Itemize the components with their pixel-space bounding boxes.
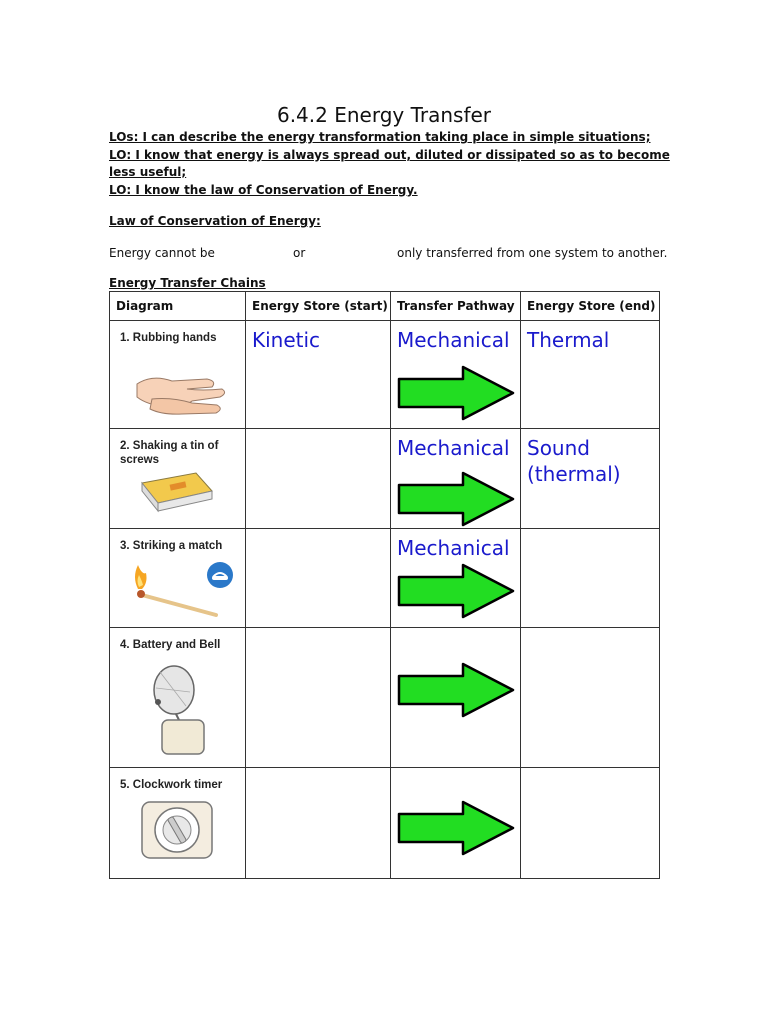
pathway-cell bbox=[391, 768, 521, 879]
green-arrow-icon bbox=[397, 471, 517, 527]
diagram-cell bbox=[110, 429, 246, 529]
law-text-part3: only transferred from one system to another. bbox=[397, 246, 668, 260]
energy-start-cell bbox=[246, 429, 391, 529]
bell-icon bbox=[146, 660, 216, 760]
hands-icon bbox=[132, 359, 232, 419]
law-text-part2: or bbox=[293, 246, 306, 260]
learning-objective-1: LOs: I can describe the energy transformation taking place in simple situations; bbox=[109, 130, 651, 144]
row-label: 5. Clockwork timer bbox=[120, 779, 223, 791]
energy-start-cell bbox=[246, 321, 391, 429]
header-energy-store-end: Energy Store (end) bbox=[521, 292, 660, 321]
energy-end-cell bbox=[521, 429, 660, 529]
table-row bbox=[110, 429, 660, 529]
pathway-text: Mechanical bbox=[397, 328, 510, 352]
energy-end-cell bbox=[521, 529, 660, 628]
page-title: 6.4.2 Energy Transfer bbox=[276, 103, 492, 127]
energy-end-cell bbox=[521, 768, 660, 879]
pathway-cell bbox=[391, 628, 521, 768]
green-arrow-icon bbox=[397, 365, 517, 421]
law-text-part1: Energy cannot be bbox=[109, 246, 215, 260]
energy-end-cell bbox=[521, 628, 660, 768]
table-header-row bbox=[110, 292, 660, 321]
learning-objective-2-continued: less useful; bbox=[109, 165, 187, 179]
table-row bbox=[110, 321, 660, 429]
energy-end-text: Sound (thermal) bbox=[527, 436, 621, 486]
tin-icon bbox=[136, 469, 216, 515]
learning-objective-3: LO: I know the law of Conservation of Energy. bbox=[109, 183, 418, 197]
pathway-cell bbox=[391, 429, 521, 529]
energy-end-cell bbox=[521, 321, 660, 429]
pathway-text: Mechanical bbox=[397, 536, 510, 560]
green-arrow-icon bbox=[397, 563, 517, 619]
pathway-cell bbox=[391, 321, 521, 429]
match-icon bbox=[124, 559, 236, 619]
green-arrow-icon bbox=[397, 662, 517, 718]
energy-start-cell bbox=[246, 628, 391, 768]
learning-objective-2: LO: I know that energy is always spread out, diluted or dissipated so as to become bbox=[109, 148, 670, 162]
diagram-cell bbox=[110, 321, 246, 429]
header-diagram: Diagram bbox=[110, 292, 246, 321]
energy-end-text: Thermal bbox=[527, 328, 610, 352]
diagram-cell bbox=[110, 529, 246, 628]
row-label: 1. Rubbing hands bbox=[120, 332, 217, 344]
row-label: 4. Battery and Bell bbox=[120, 639, 221, 651]
row-label: 3. Striking a match bbox=[120, 540, 223, 552]
green-arrow-icon bbox=[397, 800, 517, 856]
energy-start-text: Kinetic bbox=[252, 328, 321, 352]
pathway-cell bbox=[391, 529, 521, 628]
pathway-text: Mechanical bbox=[397, 436, 510, 460]
diagram-cell bbox=[110, 628, 246, 768]
table-row bbox=[110, 529, 660, 628]
table-row bbox=[110, 768, 660, 879]
table-row bbox=[110, 628, 660, 768]
header-transfer-pathway: Transfer Pathway bbox=[391, 292, 521, 321]
timer-icon bbox=[140, 798, 216, 864]
energy-start-cell bbox=[246, 529, 391, 628]
header-energy-store-start: Energy Store (start) bbox=[246, 292, 391, 321]
energy-transfer-table bbox=[109, 291, 660, 879]
energy-start-cell bbox=[246, 768, 391, 879]
diagram-cell bbox=[110, 768, 246, 879]
law-heading: Law of Conservation of Energy: bbox=[109, 214, 321, 228]
row-label: 2. Shaking a tin of screws bbox=[120, 440, 219, 466]
chains-heading: Energy Transfer Chains bbox=[109, 276, 266, 290]
